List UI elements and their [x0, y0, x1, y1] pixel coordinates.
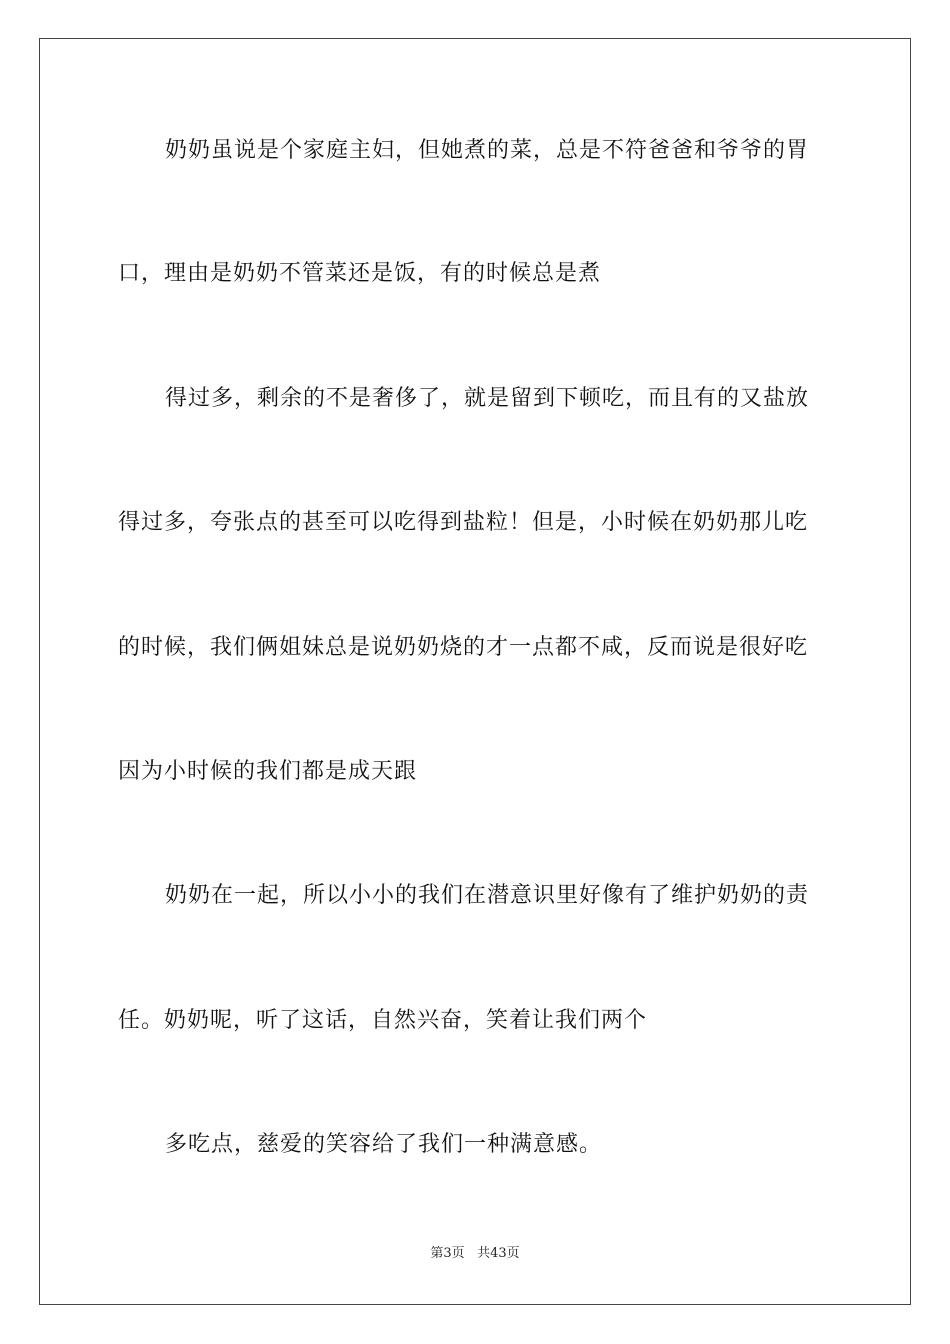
page-number: 第3页: [430, 1246, 465, 1261]
page-total: 共43页: [477, 1246, 520, 1261]
paragraph-line: 的时候，我们俩姐妹总是说奶奶烧的才一点都不咸，反而说是很好吃: [118, 635, 809, 660]
paragraph-line: 奶奶在一起，所以小小的我们在潜意识里好像有了维护奶奶的责: [165, 883, 810, 908]
paragraph-line: 口，理由是奶奶不管菜还是饭，有的时候总是煮: [118, 261, 602, 286]
paragraph-line: 奶奶虽说是个家庭主妇，但她煮的菜，总是不符爸爸和爷爷的胃: [165, 138, 810, 163]
page-border: [39, 38, 911, 1305]
paragraph-line: 得过多，剩余的不是奢侈了，就是留到下顿吃，而且有的又盐放: [165, 386, 810, 411]
paragraph-line: 任。奶奶呢，听了这话，自然兴奋，笑着让我们两个: [118, 1008, 648, 1033]
page-footer: [0, 1245, 950, 1263]
paragraph-line: 多吃点，慈爱的笑容给了我们一种满意感。: [165, 1132, 603, 1157]
paragraph-line: 得过多，夸张点的甚至可以吃得到盐粒！但是，小时候在奶奶那儿吃: [118, 510, 809, 535]
paragraph-line: 因为小时候的我们都是成天跟: [118, 759, 418, 784]
